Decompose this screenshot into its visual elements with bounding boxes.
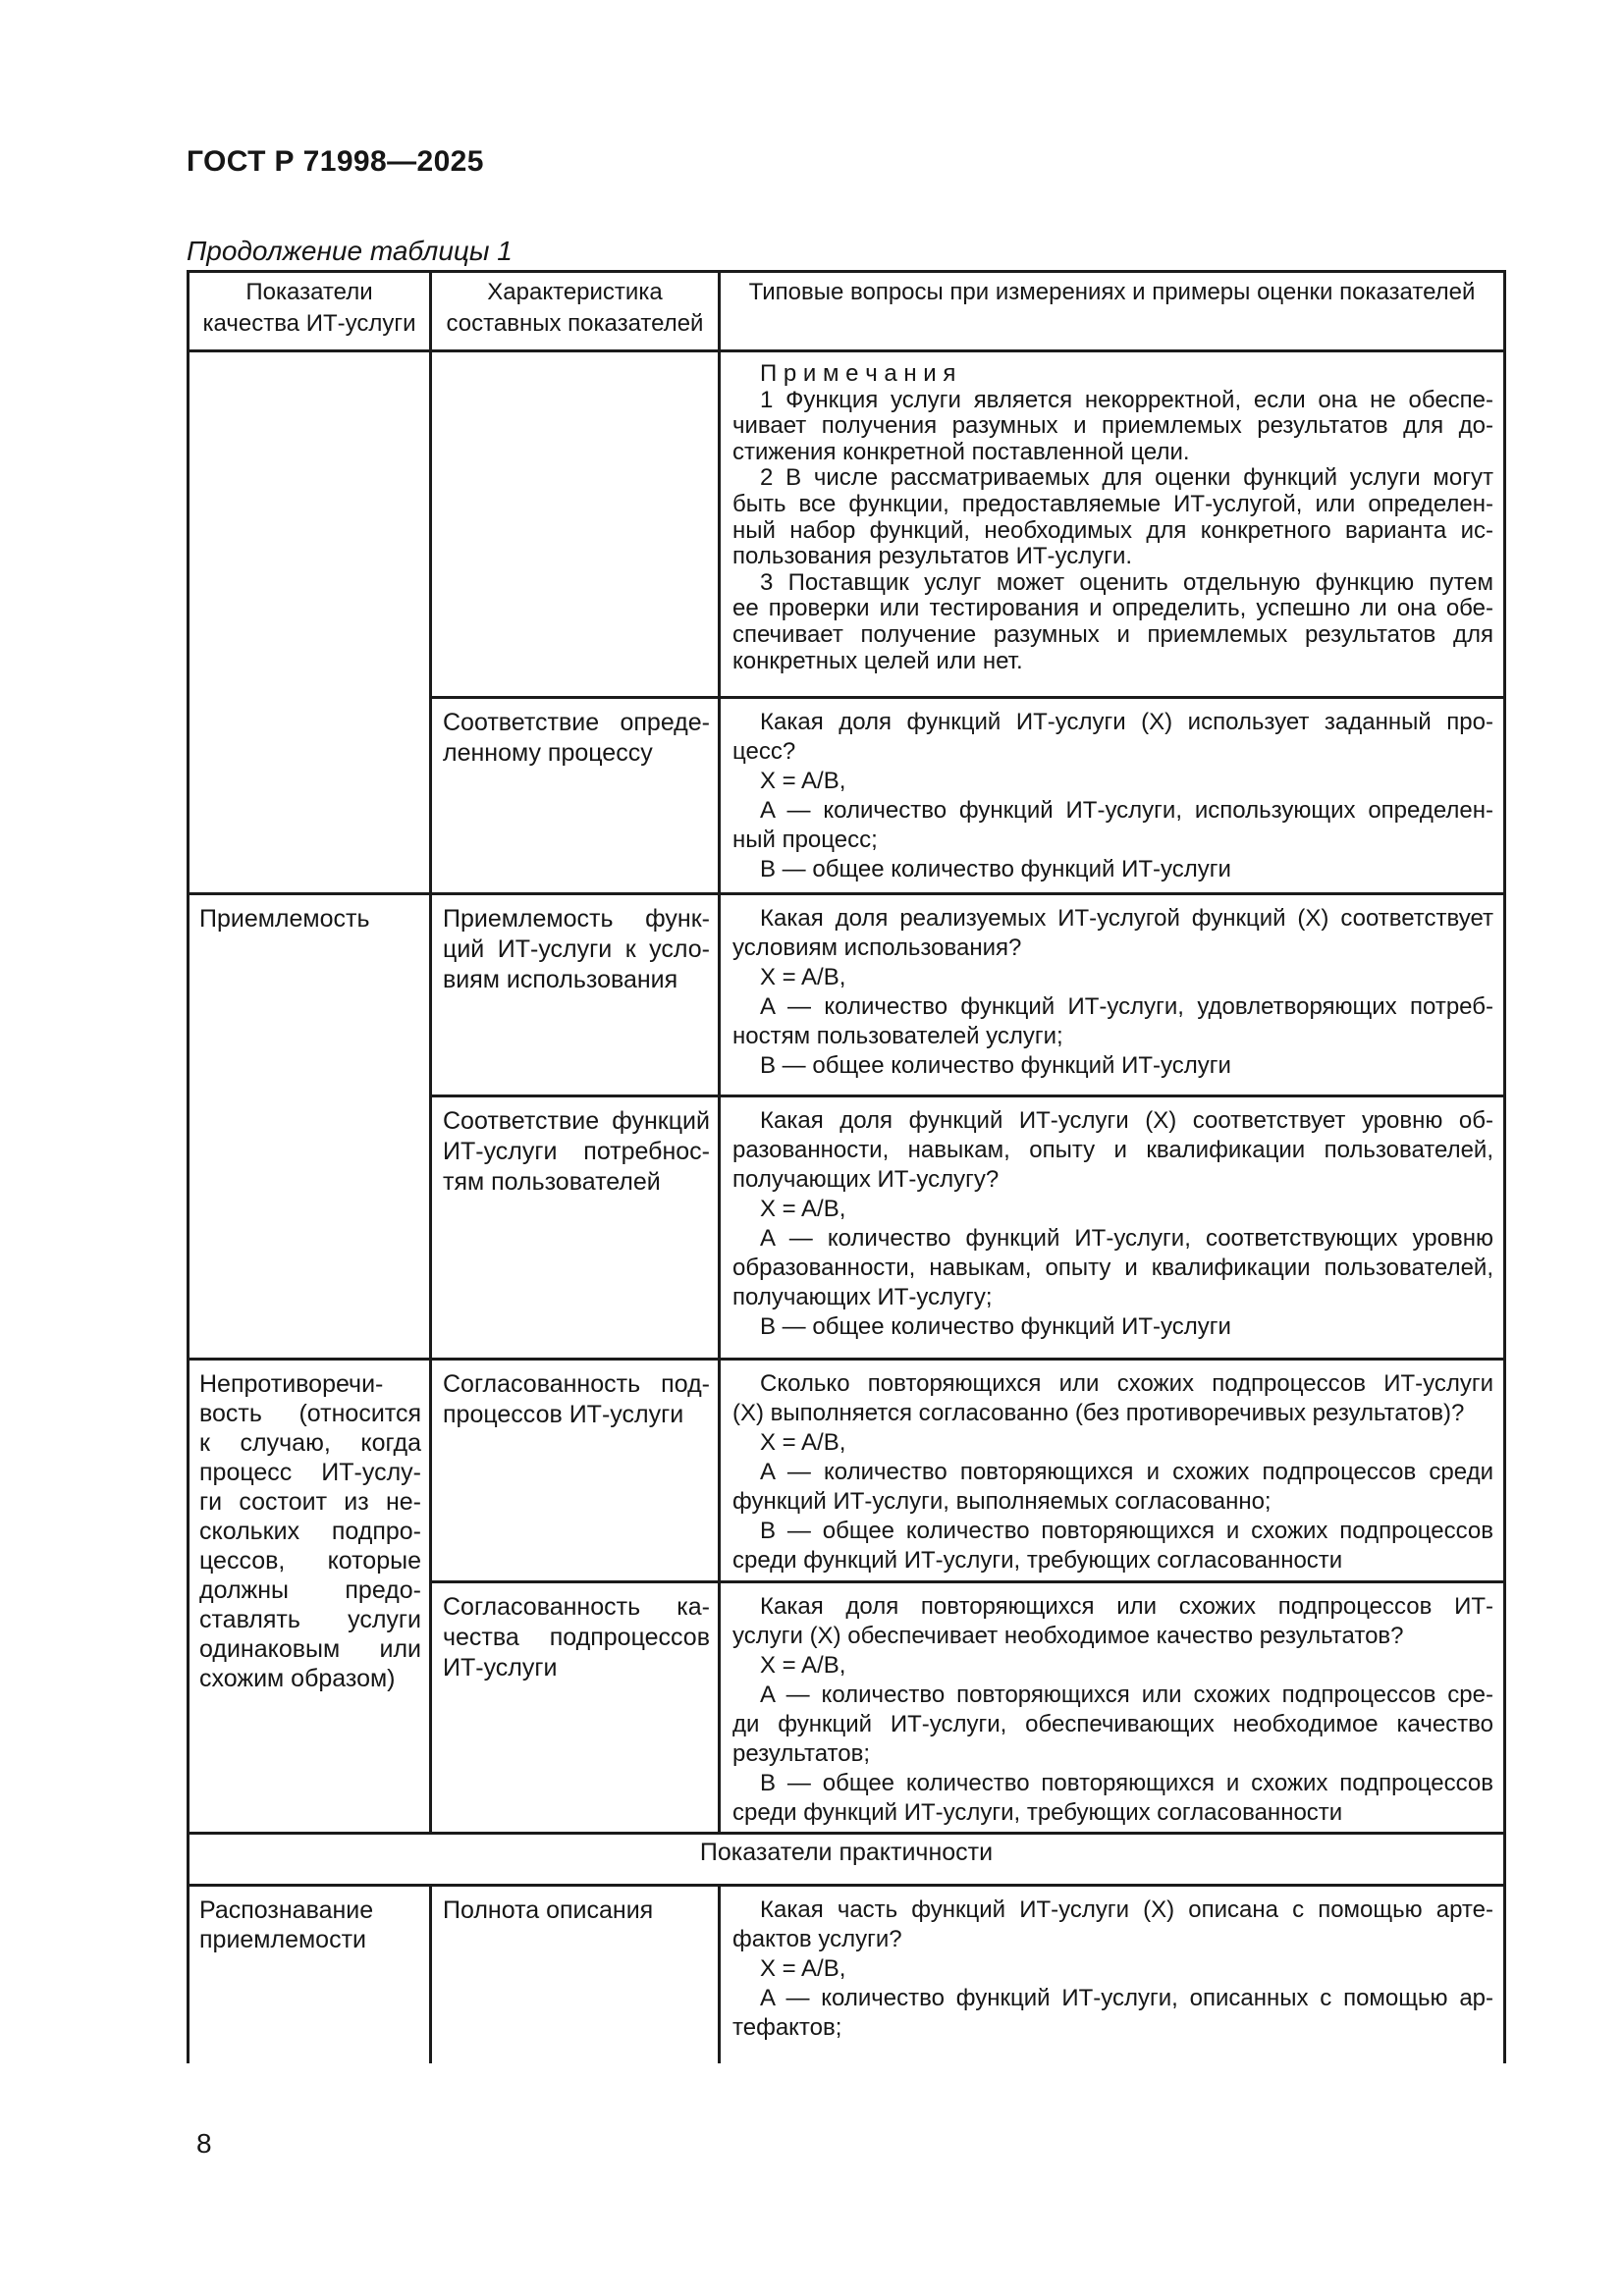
paragraph (732, 1954, 1493, 1984)
paragraph (443, 1369, 710, 1430)
paragraph (732, 1369, 1493, 1428)
text-line: Какая доля функций ИТ-услуги (X) использует заданный про- (760, 709, 1493, 735)
text-line: A — количество функций ИТ-услуги, удовлетворяющих потреб- (760, 993, 1493, 1020)
paragraph (732, 904, 1493, 963)
paragraph (732, 1428, 1493, 1458)
text-line: 2 В числе рассматриваемых для оценки функций услуги могут (760, 464, 1493, 492)
text-line: Непротиворечи- (199, 1370, 384, 1398)
paragraph (732, 361, 1493, 388)
text-line: Сколько повторяющихся или схожих подпроцессов ИТ-услуги (760, 1370, 1493, 1397)
text-line: Согласованность ка- (443, 1593, 710, 1621)
paragraph (193, 1839, 1499, 1866)
text-line: конкретных целей или нет. (732, 647, 1023, 674)
table-header-row (189, 272, 1505, 351)
text-line: Соответствие функций (443, 1107, 710, 1135)
page-number: 8 (196, 2128, 212, 2159)
paragraph (732, 1984, 1493, 2043)
text-line: X = A/B, (760, 1196, 846, 1222)
text-line: к случаю, когда (199, 1429, 421, 1457)
paragraph (199, 1369, 421, 1693)
text-line: Согласованность под- (443, 1370, 710, 1398)
text-line: A — количество функций ИТ-услуги, описанных с помощью ар- (760, 1985, 1493, 2011)
cell-user-needs-label (431, 1096, 720, 1360)
text-line: чества подпроцессов (443, 1624, 710, 1651)
row-subprocess-consistency (189, 1360, 1505, 1582)
text-line: цессов, которые (199, 1547, 421, 1575)
text-line: A — количество функций ИТ-услуги, соответствующих уровню (760, 1225, 1493, 1252)
text-line: приемлемости (199, 1926, 366, 1953)
text-line: чивает получения разумных и приемлемых результатов для до- (732, 412, 1493, 440)
paragraph (732, 963, 1493, 992)
paragraph (199, 904, 421, 934)
paragraph (732, 1681, 1493, 1769)
text-line: тефактов; (732, 2014, 842, 2041)
text-line: получающих ИТ-услугу? (732, 1166, 1000, 1193)
text-line: услуги (X) обеспечивает необходимое качество результатов? (732, 1623, 1404, 1649)
text-line: П р и м е ч а н и я (760, 360, 956, 387)
text-line: X = A/B, (760, 1652, 846, 1679)
table-head (189, 272, 1505, 351)
text-line: цесс? (732, 738, 796, 765)
text-line: ИТ-услуги (443, 1654, 558, 1682)
text-line: 3 Поставщик услуг может оценить отдельную функцию путем (760, 568, 1493, 596)
paragraph (732, 1312, 1493, 1342)
text-line: ги состоит из не- (199, 1488, 421, 1516)
paragraph (732, 992, 1493, 1051)
text-line: ди функций ИТ-услуги, обеспечивающих необходимое качество (732, 1711, 1493, 1737)
text-line: ленному процессу (443, 739, 653, 767)
text-line: спечивает получение разумных и приемлемых результатов для (732, 620, 1493, 648)
text-line: ный процесс; (732, 827, 878, 853)
text-line: B — общее количество повторяющихся и схожих подпроцессов (760, 1518, 1493, 1544)
text-line: A — количество повторяющихся или схожих подпроцессов сре- (760, 1682, 1493, 1708)
paragraph (732, 767, 1493, 796)
paragraph (732, 1769, 1493, 1828)
text-line: (X) выполняется согласованно (без противоречивых результатов)? (732, 1400, 1465, 1426)
text-line: X = A/B, (760, 964, 846, 990)
header-line: Характеристика (487, 279, 663, 305)
header-line: качества ИТ-услуги (202, 310, 416, 337)
header-quality-indicators (189, 272, 431, 351)
header-line: составных показателей (446, 310, 704, 337)
text-line: быть все функции, предоставляемые ИТ-услугой, или определен- (732, 490, 1493, 517)
cell-process-compliance-label (431, 698, 720, 894)
text-line: B — общее количество функций ИТ-услуги (760, 856, 1231, 882)
cell-acceptability-recognition (189, 1886, 431, 2063)
paragraph (732, 796, 1493, 855)
paragraph (443, 1106, 710, 1198)
paragraph (443, 1896, 710, 1926)
cell-consistency (189, 1360, 431, 1834)
text-line: образованности, навыкам, опыту и квалификации пользователей, (732, 1255, 1493, 1281)
paragraph (199, 1896, 421, 1954)
cell-subprocess-quality-question (720, 1582, 1505, 1834)
cell-function-acceptability-question (720, 894, 1505, 1096)
text-line: B — общее количество функций ИТ-услуги (760, 1052, 1231, 1079)
row-function-acceptability (189, 894, 1505, 1096)
text-line: Какая доля реализуемых ИТ-услугой функций (X) соответствует (760, 905, 1493, 932)
text-line: ный набор функций, необходимых для конкретного варианта ис- (732, 516, 1493, 544)
text-line: B — общее количество повторяющихся и схожих подпроцессов (760, 1770, 1493, 1796)
cell-process-compliance-question (720, 698, 1505, 894)
cell-subprocess-quality-label (431, 1582, 720, 1834)
paragraph (732, 570, 1493, 674)
paragraph (732, 388, 1493, 466)
text-line: процесс ИТ-услу- (199, 1459, 421, 1486)
text-line: Показатели практичности (699, 1839, 994, 1866)
quality-indicators-table (187, 270, 1506, 2063)
paragraph (732, 855, 1493, 884)
cell-description-completeness-label (431, 1886, 720, 2063)
header-typical-questions (720, 272, 1505, 351)
paragraph (732, 708, 1493, 767)
text-line: ее проверки или тестирования и определить, успешно ли она обе- (732, 595, 1493, 622)
text-line: должны предо- (199, 1576, 421, 1604)
text-line: Какая доля функций ИТ-услуги (X) соответствует уровню об- (760, 1107, 1493, 1134)
text-line: среди функций ИТ-услуги, требующих согласованности (732, 1547, 1343, 1574)
table-body (189, 351, 1505, 2063)
cell-characteristic-empty (431, 351, 720, 698)
cell-quality-indicator-empty (189, 351, 431, 894)
paragraph (732, 1195, 1493, 1224)
text-line: разованности, навыкам, опыту и квалификации пользователей, (732, 1137, 1493, 1163)
text-line: ностям пользователей услуги; (732, 1023, 1063, 1049)
cell-description-completeness-question (720, 1886, 1505, 2063)
text-line: схожим образом) (199, 1665, 396, 1692)
text-line: X = A/B, (760, 1955, 846, 1982)
paragraph (443, 1592, 710, 1683)
cell-user-needs-question (720, 1096, 1505, 1360)
paragraph (443, 708, 710, 769)
text-line: Распознавание (199, 1896, 374, 1924)
text-line: Приемлемость (199, 905, 370, 933)
text-line: B — общее количество функций ИТ-услуги (760, 1313, 1231, 1340)
text-line: Соответствие опреде- (443, 709, 710, 736)
text-line: функций ИТ-услуги, выполняемых согласованно; (732, 1488, 1272, 1515)
text-line: среди функций ИТ-услуги, требующих согласованности (732, 1799, 1343, 1826)
text-line: Полнота описания (443, 1896, 654, 1924)
text-line: Какая доля повторяющихся или схожих подпроцессов ИТ- (760, 1593, 1493, 1620)
table-caption: Продолжение таблицы 1 (187, 236, 513, 266)
text-line: X = A/B, (760, 1429, 846, 1456)
text-line: условиям использования? (732, 934, 1022, 961)
paragraph (732, 1224, 1493, 1312)
text-line: фактов услуги? (732, 1926, 902, 1952)
row-section-practicality (189, 1834, 1505, 1886)
cell-function-acceptability-label (431, 894, 720, 1096)
text-line: виям использования (443, 966, 678, 993)
cell-section-practicality (189, 1834, 1505, 1886)
paragraph (443, 904, 710, 995)
cell-acceptability (189, 894, 431, 1360)
text-line: A — количество функций ИТ-услуги, использующих определен- (760, 797, 1493, 824)
paragraph (732, 465, 1493, 569)
text-line: Какая часть функций ИТ-услуги (X) описана с помощью арте- (760, 1896, 1493, 1923)
text-line: стижения конкретной поставленной цели. (732, 438, 1190, 465)
paragraph (732, 1592, 1493, 1651)
text-line: Приемлемость функ- (443, 905, 710, 933)
text-line: процессов ИТ-услуги (443, 1401, 684, 1428)
text-line: результатов; (732, 1740, 871, 1767)
paragraph (732, 1458, 1493, 1517)
text-line: тям пользователей (443, 1168, 661, 1196)
document-code: ГОСТ Р 71998—2025 (187, 145, 484, 178)
header-line: Показатели (245, 279, 373, 305)
paragraph (732, 1106, 1493, 1195)
paragraph (732, 1651, 1493, 1681)
cell-notes (720, 351, 1505, 698)
cell-subprocess-consistency-question (720, 1360, 1505, 1582)
paragraph (732, 1051, 1493, 1081)
text-line: ставлять услуги (199, 1606, 421, 1633)
text-line: X = A/B, (760, 768, 846, 794)
text-line: A — количество повторяющихся и схожих подпроцессов среди (760, 1459, 1493, 1485)
paragraph (732, 1517, 1493, 1575)
text-line: получающих ИТ-услугу; (732, 1284, 993, 1310)
cell-subprocess-consistency-label (431, 1360, 720, 1582)
text-line: 1 Функция услуги является некорректной, если она не обеспе- (760, 386, 1493, 413)
text-line: вость (относится (199, 1400, 421, 1427)
paragraph (732, 1896, 1493, 1954)
text-line: одинаковым или (199, 1635, 421, 1663)
row-notes-continuation (189, 351, 1505, 698)
row-description-completeness (189, 1886, 1505, 2063)
header-characteristic (431, 272, 720, 351)
text-line: скольких подпро- (199, 1518, 421, 1545)
header-line: Типовые вопросы при измерениях и примеры оценки показателей (748, 279, 1476, 305)
text-line: ИТ-услуги потребнос- (443, 1138, 710, 1165)
text-line: пользования результатов ИТ-услуги. (732, 543, 1133, 570)
text-line: ций ИТ-услуги к усло- (443, 935, 710, 963)
